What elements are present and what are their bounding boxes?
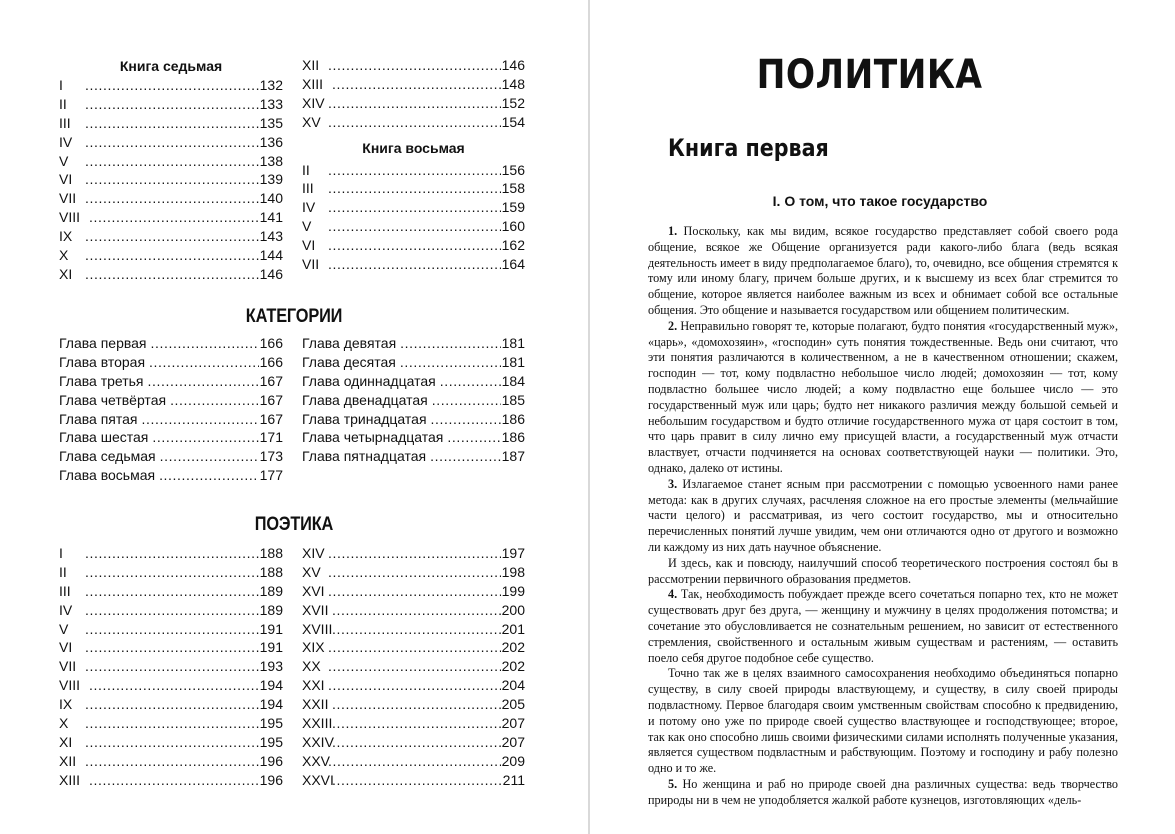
toc-entry-page: 196 bbox=[259, 771, 283, 788]
toc-entry-page: 133 bbox=[259, 95, 283, 112]
toc-entry-label: Глава десятая bbox=[302, 353, 396, 370]
toc-entry-page: 138 bbox=[259, 152, 283, 169]
toc-entry bbox=[302, 428, 525, 447]
toc-entry-page: 146 bbox=[259, 265, 283, 282]
toc-entry-label: VII bbox=[59, 658, 77, 675]
toc-entry bbox=[59, 353, 283, 372]
toc-entry-page: 177 bbox=[259, 467, 283, 484]
toc-leader-dots bbox=[151, 334, 259, 353]
toc-leader-dots bbox=[328, 198, 501, 217]
toc-entry-page: 167 bbox=[259, 410, 283, 427]
toc-entry bbox=[302, 255, 525, 274]
toc-entry-page: 207 bbox=[501, 733, 525, 750]
toc-leader-dots bbox=[328, 638, 501, 657]
paragraph-text: Так, необходимость побуждает прежде всего сочетаться попарно тех, кто не может существовать друг без друга, — женщину и мужчину в целях продолжения потомства; и сочетание это обусловливается не сознательным решением, но зависит от естественного стремления, свойственного и остальным живым существам и растениям, — оставить поело себя другое подобное себе существо. bbox=[648, 587, 1118, 665]
paragraph-text: Неправильно говорят те, которые полагают, будто понятия «государственный муж», «царь», «домохозяин», «господин» суть понятия тождественные. Ведь они считают, что эти понятия различаются в количественном, а не в качественном отношении; скажем, господин — тот, кому подвластно небольшое число людей; домохозяин — тот, кому подвластно большее число людей; а кому подвластно еще большее число — это государственный муж или царь; будто нет никакого различия между большой семьей и небольшим государством и будто отличие государственного мужа от царя состоит в том, что царь правит в силу лично ему присущей власти, а государственный муж отчасти властвует, отчасти подчиняется на основах соответствующей науки — политики. Это, однако, далеко от истины. bbox=[648, 318, 1118, 475]
toc-entry-page: 189 bbox=[259, 601, 283, 618]
toc-entry bbox=[302, 94, 525, 113]
toc-entry bbox=[59, 714, 283, 733]
toc-entry-page: 209 bbox=[501, 752, 525, 769]
paragraph-text: Но женщина и раб но природе своей дна различных существа: ведь творчество природы ни в чем не уподобляется жалкой работе кузнецов, изготовляющих «дель- bbox=[648, 776, 1118, 807]
toc-entry bbox=[59, 563, 283, 582]
toc-entry-label: VII bbox=[59, 190, 77, 207]
toc-entry bbox=[59, 372, 283, 391]
toc-leader-dots bbox=[85, 76, 259, 95]
toc-entry-label: Глава тринадцатая bbox=[302, 410, 427, 427]
paragraph-text: Поскольку, как мы видим, всякое государство представляет собой своего рода общение, всякое же Общение организуется ради какого-либо блага (ведь всякая деятельность имеет в виду предполагаемое благо), то, очевидно, все общения стремятся к тому или иному благу, причем больше других, и к высшему из всех благ стремится то общение, которое является наиболее важным из всех и обнимает собой все остальные общения. Это общение и называется государством или общением политическим. bbox=[648, 224, 1118, 317]
toc-entry bbox=[59, 334, 283, 353]
toc-entry bbox=[302, 563, 525, 582]
toc-entry-label: III bbox=[59, 114, 71, 131]
toc-entry-label: Глава двенадцатая bbox=[302, 391, 428, 408]
toc-leader-dots bbox=[148, 372, 259, 391]
toc-entry-page: 167 bbox=[259, 391, 283, 408]
toc-entry bbox=[59, 76, 283, 95]
toc-entry-label: XI bbox=[59, 265, 73, 282]
toc-entry-page: 198 bbox=[501, 563, 525, 580]
toc-entry-page: 185 bbox=[501, 391, 525, 408]
toc-entry bbox=[59, 752, 283, 771]
toc-entry bbox=[302, 56, 525, 75]
toc-entry-label: XII bbox=[302, 57, 320, 73]
toc-entry-page: 143 bbox=[259, 228, 283, 245]
toc-leader-dots bbox=[328, 236, 501, 255]
toc-entry bbox=[59, 170, 283, 189]
toc-entry bbox=[59, 227, 283, 246]
toc-entry-label: XV bbox=[302, 113, 321, 130]
toc-entry-label: IV bbox=[59, 133, 73, 150]
toc-entry-label: VI bbox=[302, 237, 316, 254]
toc-entry bbox=[302, 410, 525, 429]
toc-leader-dots bbox=[332, 771, 502, 790]
toc-entry bbox=[302, 657, 525, 676]
toc-entry bbox=[302, 179, 525, 198]
toc-entry bbox=[302, 601, 525, 620]
paragraph-number: 4. bbox=[668, 587, 678, 602]
toc-entry-label: XXI bbox=[302, 677, 325, 694]
kategorii-left-column bbox=[59, 334, 283, 485]
body-paragraph bbox=[648, 224, 1118, 319]
section-heading: I. О том, что такое государство bbox=[772, 193, 988, 209]
toc-leader-dots bbox=[85, 695, 259, 714]
toc-entry-label: XIII bbox=[302, 75, 324, 92]
toc-entry-page: 132 bbox=[259, 77, 283, 93]
toc-entry bbox=[302, 113, 525, 132]
toc-entry-page: 140 bbox=[259, 190, 283, 207]
toc-entry-page: 158 bbox=[501, 180, 525, 197]
toc-entry-page: 194 bbox=[259, 696, 283, 713]
toc-entry-page: 204 bbox=[501, 677, 525, 694]
kategorii-right-list bbox=[302, 334, 525, 466]
toc-entry-label: II bbox=[302, 161, 310, 178]
toc-entry-label: V bbox=[59, 620, 69, 637]
toc-entry-page: 144 bbox=[259, 247, 283, 264]
toc-leader-dots bbox=[85, 601, 259, 620]
toc-entry-page: 188 bbox=[259, 545, 283, 561]
toc-entry-page: 148 bbox=[501, 75, 525, 92]
toc-entry-label: XVI bbox=[302, 582, 325, 599]
toc-leader-dots bbox=[89, 208, 259, 227]
toc-entry-page: 166 bbox=[259, 353, 283, 370]
toc-entry bbox=[302, 447, 525, 466]
toc-entry-label: XXV bbox=[302, 752, 331, 769]
toc-entry-page: 160 bbox=[501, 218, 525, 235]
toc-entry-label: XXII bbox=[302, 696, 329, 713]
toc-entry-label: II bbox=[59, 563, 67, 580]
toc-leader-dots bbox=[328, 161, 501, 180]
toc-entry-page: 211 bbox=[502, 771, 525, 788]
toc-entry-label: VI bbox=[59, 639, 73, 656]
toc-entry bbox=[302, 217, 525, 236]
kniga7-cont-column bbox=[302, 56, 525, 274]
toc-entry-page: 156 bbox=[501, 161, 525, 178]
toc-entry bbox=[302, 676, 525, 695]
toc-entry bbox=[59, 133, 283, 152]
toc-entry-label: V bbox=[302, 218, 312, 235]
toc-leader-dots bbox=[152, 428, 258, 447]
poetika-right-column bbox=[302, 544, 525, 790]
toc-leader-dots bbox=[400, 334, 500, 353]
toc-entry bbox=[59, 114, 283, 133]
toc-entry bbox=[302, 695, 525, 714]
toc-leader-dots bbox=[85, 544, 259, 563]
toc-leader-dots bbox=[328, 179, 501, 198]
toc-entry-label: Глава вторая bbox=[59, 353, 146, 370]
toc-entry-label: Глава четвёртая bbox=[59, 391, 167, 408]
toc-entry-label: Глава пятая bbox=[59, 410, 138, 427]
kniga7-list bbox=[59, 76, 283, 284]
body-paragraph bbox=[648, 319, 1118, 477]
toc-entry-page: 191 bbox=[259, 639, 283, 656]
toc-entry-label: XVIII bbox=[302, 620, 333, 637]
body-paragraph bbox=[648, 477, 1118, 556]
kategorii-heading: КАТЕГОРИИ bbox=[245, 306, 343, 327]
toc-entry-label: Глава девятая bbox=[302, 335, 397, 351]
toc-entry bbox=[59, 410, 283, 429]
toc-entry-page: 173 bbox=[259, 448, 283, 465]
toc-leader-dots bbox=[400, 353, 501, 372]
toc-entry-page: 197 bbox=[501, 545, 525, 561]
toc-entry-page: 162 bbox=[501, 237, 525, 254]
toc-entry-label: XV bbox=[302, 563, 321, 580]
toc-entry-page: 152 bbox=[501, 94, 525, 111]
toc-entry bbox=[302, 334, 525, 353]
toc-leader-dots bbox=[85, 582, 259, 601]
toc-leader-dots bbox=[328, 217, 501, 236]
toc-leader-dots bbox=[85, 563, 259, 582]
toc-leader-dots bbox=[328, 752, 501, 771]
toc-entry-page: 166 bbox=[259, 335, 283, 351]
kniga8-list bbox=[302, 161, 525, 274]
body-text bbox=[648, 224, 1118, 808]
toc-leader-dots bbox=[159, 466, 259, 485]
toc-entry-label: VIII bbox=[59, 677, 81, 694]
kniga7-heading: Книга седьмая bbox=[119, 58, 223, 74]
toc-leader-dots bbox=[85, 227, 259, 246]
toc-entry bbox=[59, 771, 283, 790]
toc-entry bbox=[302, 75, 525, 94]
poetika-left-column bbox=[59, 544, 283, 790]
toc-leader-dots bbox=[85, 638, 259, 657]
toc-entry-label: Глава четырнадцатая bbox=[302, 429, 444, 446]
toc-leader-dots bbox=[332, 714, 501, 733]
kniga7-cont-list bbox=[302, 56, 525, 132]
toc-entry-label: X bbox=[59, 247, 69, 264]
toc-leader-dots bbox=[332, 75, 501, 94]
toc-entry-label: VII bbox=[302, 256, 320, 273]
toc-leader-dots bbox=[85, 95, 259, 114]
toc-entry-label: XIX bbox=[302, 639, 325, 656]
toc-leader-dots bbox=[85, 189, 259, 208]
toc-entry-label: III bbox=[59, 582, 71, 599]
body-paragraph bbox=[648, 587, 1118, 666]
toc-leader-dots bbox=[328, 113, 501, 132]
toc-leader-dots bbox=[430, 447, 501, 466]
toc-leader-dots bbox=[85, 714, 259, 733]
toc-entry-label: XIV bbox=[302, 545, 325, 561]
toc-entry-page: 136 bbox=[259, 133, 283, 150]
toc-entry bbox=[59, 638, 283, 657]
paragraph-number: 5. bbox=[668, 776, 678, 791]
toc-leader-dots bbox=[328, 94, 501, 113]
toc-entry-page: 202 bbox=[501, 658, 525, 675]
toc-entry bbox=[59, 208, 283, 227]
right-page bbox=[590, 0, 1175, 834]
toc-entry-page: 171 bbox=[259, 429, 283, 446]
toc-entry bbox=[302, 544, 525, 563]
toc-entry-page: 154 bbox=[501, 113, 525, 130]
kniga8-heading: Книга восьмая bbox=[362, 139, 465, 156]
toc-entry-page: 199 bbox=[501, 582, 525, 599]
toc-entry-page: 164 bbox=[501, 256, 525, 273]
toc-entry-label: V bbox=[59, 152, 69, 169]
toc-entry bbox=[302, 582, 525, 601]
toc-entry bbox=[59, 620, 283, 639]
toc-entry-label: III bbox=[302, 180, 314, 197]
toc-entry-page: 184 bbox=[501, 372, 525, 389]
toc-entry-label: IV bbox=[302, 199, 316, 216]
toc-leader-dots bbox=[170, 391, 259, 410]
toc-entry-page: 141 bbox=[259, 209, 283, 226]
toc-entry-page: 205 bbox=[501, 696, 525, 713]
toc-entry bbox=[302, 733, 525, 752]
page-title: ПОЛИТИКА bbox=[756, 52, 983, 98]
toc-entry-page: 139 bbox=[259, 171, 283, 188]
kategorii-left-list bbox=[59, 334, 283, 485]
toc-leader-dots bbox=[432, 391, 501, 410]
toc-leader-dots bbox=[85, 620, 259, 639]
toc-entry bbox=[59, 246, 283, 265]
toc-entry-label: XX bbox=[302, 658, 321, 675]
toc-leader-dots bbox=[440, 372, 501, 391]
toc-entry bbox=[59, 544, 283, 563]
poetika-heading: ПОЭТИКА bbox=[254, 514, 334, 535]
toc-entry-label: I bbox=[59, 77, 63, 93]
toc-entry-label: Глава одиннадцатая bbox=[302, 372, 436, 389]
poetika-left-list bbox=[59, 544, 283, 790]
toc-leader-dots bbox=[328, 582, 501, 601]
toc-entry-page: 207 bbox=[501, 715, 525, 732]
toc-leader-dots bbox=[85, 752, 259, 771]
toc-entry-page: 159 bbox=[501, 199, 525, 216]
toc-entry-label: XIV bbox=[302, 94, 325, 111]
toc-leader-dots bbox=[332, 695, 501, 714]
toc-leader-dots bbox=[160, 447, 259, 466]
paragraph-number: 2. bbox=[668, 318, 678, 333]
paragraph-text: Точно так же в целях взаимного самосохранения необходимо объединяться попарно существу, в силу своей природы властвующему, и существу, в силу своей природы подвластному. Первое благодаря своим умственным свойствам способно к предвидению, и потому оно уже по природе своей существо властвующее и господствующее; второе, так как оно способно лишь своими физическими силами исполнять полученные указания, является существом подвластным и рабствующим. Поэтому и господину и рабу полезно одно и то же. bbox=[648, 666, 1118, 776]
toc-entry bbox=[59, 657, 283, 676]
toc-entry bbox=[302, 620, 525, 639]
toc-entry-label: XVII bbox=[302, 601, 329, 618]
toc-leader-dots bbox=[149, 353, 259, 372]
toc-entry bbox=[59, 695, 283, 714]
toc-leader-dots bbox=[328, 255, 501, 274]
toc-leader-dots bbox=[85, 170, 259, 189]
toc-entry-page: 187 bbox=[501, 448, 525, 465]
toc-entry bbox=[59, 152, 283, 171]
toc-leader-dots bbox=[332, 601, 501, 620]
toc-entry bbox=[302, 353, 525, 372]
toc-entry-label: IX bbox=[59, 228, 73, 245]
body-paragraph bbox=[648, 556, 1118, 588]
toc-entry-label: II bbox=[59, 95, 67, 112]
toc-entry bbox=[59, 466, 283, 485]
paragraph-number: 1. bbox=[668, 224, 678, 238]
toc-entry-page: 146 bbox=[501, 57, 525, 73]
book-heading: Книга первая bbox=[668, 134, 829, 162]
toc-entry-page: 167 bbox=[259, 372, 283, 389]
toc-entry bbox=[302, 714, 525, 733]
toc-leader-dots bbox=[332, 620, 501, 639]
toc-entry bbox=[302, 391, 525, 410]
toc-entry bbox=[59, 265, 283, 284]
toc-entry-label: XXIV bbox=[302, 733, 334, 750]
toc-entry-label: Глава шестая bbox=[59, 429, 149, 446]
toc-entry-label: XXVI bbox=[302, 771, 334, 788]
body-paragraph bbox=[648, 777, 1118, 809]
toc-entry bbox=[302, 161, 525, 180]
toc-entry bbox=[302, 638, 525, 657]
toc-entry bbox=[59, 676, 283, 695]
toc-entry-label: I bbox=[59, 545, 63, 561]
toc-entry-label: IV bbox=[59, 601, 73, 618]
toc-leader-dots bbox=[85, 733, 259, 752]
toc-leader-dots bbox=[85, 133, 259, 152]
toc-entry-page: 188 bbox=[259, 563, 283, 580]
toc-leader-dots bbox=[85, 265, 259, 284]
toc-entry bbox=[59, 428, 283, 447]
kniga7-column bbox=[59, 57, 283, 284]
toc-entry-label: VI bbox=[59, 171, 73, 188]
toc-entry-label: XII bbox=[59, 752, 77, 769]
paragraph-number: 3. bbox=[668, 476, 678, 491]
toc-leader-dots bbox=[85, 246, 259, 265]
toc-leader-dots bbox=[332, 733, 501, 752]
toc-entry bbox=[302, 372, 525, 391]
toc-entry-page: 181 bbox=[501, 353, 525, 370]
toc-entry-page: 181 bbox=[501, 335, 525, 351]
toc-entry-label: XIII bbox=[59, 771, 81, 788]
toc-entry-label: IX bbox=[59, 696, 73, 713]
toc-leader-dots bbox=[85, 114, 259, 133]
toc-leader-dots bbox=[85, 657, 259, 676]
toc-leader-dots bbox=[431, 410, 501, 429]
body-paragraph bbox=[648, 666, 1118, 777]
toc-entry bbox=[59, 95, 283, 114]
toc-entry-page: 196 bbox=[259, 752, 283, 769]
toc-leader-dots bbox=[89, 771, 259, 790]
toc-entry bbox=[59, 391, 283, 410]
toc-entry bbox=[59, 189, 283, 208]
toc-entry-label: XXIII bbox=[302, 715, 333, 732]
paragraph-text: Излагаемое станет ясным при рассмотрении с помощью усвоенного нами ранее метода: как в других случаях, расчленяя сложное на его простые элементы (мельчайшие части целого) и рассматривая, из чего состоит государство, мы и относительно перечисленных понятий лучше увидим, чем они отличаются одно от другого и возможно ли каждому из них дать научное объяснение. bbox=[648, 476, 1118, 554]
toc-entry-page: 195 bbox=[259, 715, 283, 732]
toc-entry bbox=[302, 236, 525, 255]
toc-entry-label: Глава седьмая bbox=[59, 448, 156, 465]
toc-leader-dots bbox=[85, 152, 259, 171]
toc-entry-page: 201 bbox=[501, 620, 525, 637]
toc-entry-page: 193 bbox=[259, 658, 283, 675]
paragraph-text: И здесь, как и повсюду, наилучший способ теоретического построения состоял бы в рассмотрении первичного образования предметов. bbox=[648, 555, 1118, 586]
toc-entry-label: Глава первая bbox=[59, 335, 147, 351]
toc-entry bbox=[59, 447, 283, 466]
toc-entry-label: Глава пятнадцатая bbox=[302, 448, 427, 465]
toc-leader-dots bbox=[328, 676, 501, 695]
toc-entry-label: VIII bbox=[59, 209, 81, 226]
toc-entry bbox=[302, 752, 525, 771]
kategorii-right-column bbox=[302, 334, 525, 466]
toc-entry bbox=[59, 601, 283, 620]
toc-entry-page: 186 bbox=[501, 429, 525, 446]
toc-entry-page: 189 bbox=[259, 582, 283, 599]
toc-entry-label: XI bbox=[59, 733, 73, 750]
toc-entry bbox=[59, 582, 283, 601]
toc-entry-page: 202 bbox=[501, 639, 525, 656]
toc-entry-page: 195 bbox=[259, 733, 283, 750]
toc-entry-page: 191 bbox=[259, 620, 283, 637]
toc-entry bbox=[59, 733, 283, 752]
toc-entry bbox=[302, 198, 525, 217]
toc-leader-dots bbox=[142, 410, 259, 429]
toc-entry-label: Глава восьмая bbox=[59, 467, 156, 484]
toc-entry-page: 194 bbox=[259, 677, 283, 694]
toc-leader-dots bbox=[447, 428, 500, 447]
poetika-right-list bbox=[302, 544, 525, 790]
toc-entry-label: Глава третья bbox=[59, 372, 144, 389]
toc-leader-dots bbox=[328, 657, 501, 676]
toc-leader-dots bbox=[328, 544, 501, 563]
toc-leader-dots bbox=[328, 563, 501, 582]
toc-entry-page: 200 bbox=[501, 601, 525, 618]
toc-entry-page: 186 bbox=[501, 410, 525, 427]
toc-leader-dots bbox=[328, 56, 501, 75]
toc-entry-page: 135 bbox=[259, 114, 283, 131]
toc-entry bbox=[302, 771, 525, 790]
toc-leader-dots bbox=[89, 676, 259, 695]
toc-entry-label: X bbox=[59, 715, 69, 732]
